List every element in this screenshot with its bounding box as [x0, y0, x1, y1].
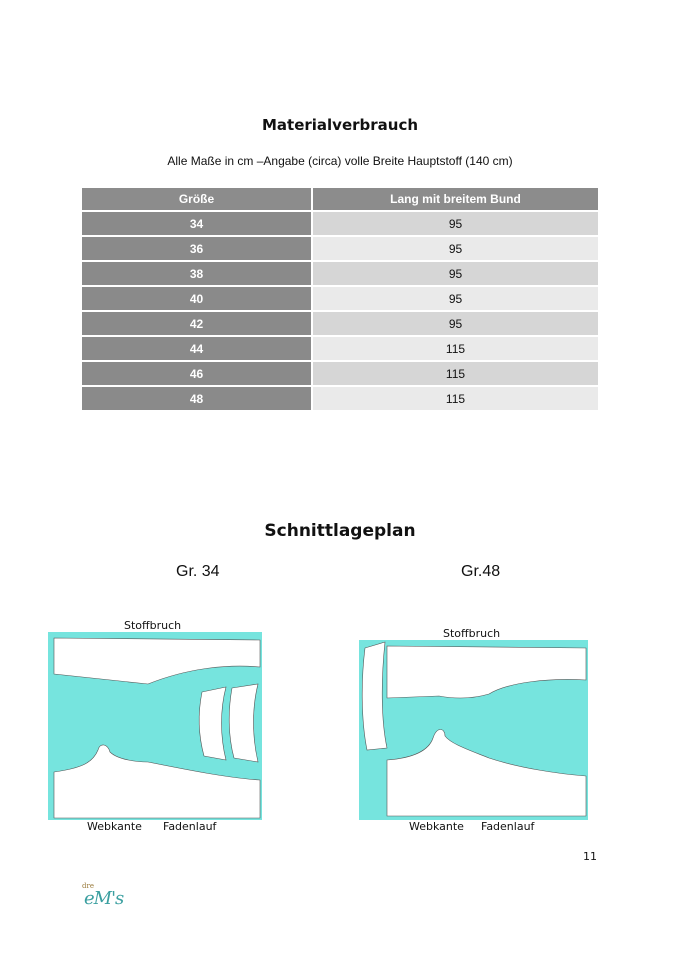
size-cell: 44 — [82, 337, 313, 360]
value-cell: 95 — [313, 312, 598, 335]
size-label-left: Gr. 34 — [176, 563, 220, 580]
value-cell: 115 — [313, 337, 598, 360]
selvage-label-right: Webkante — [409, 820, 464, 833]
grainline-label-right: Fadenlauf — [481, 820, 535, 833]
table-row — [82, 362, 598, 385]
grainline-label-left: Fadenlauf — [163, 820, 217, 833]
logo-small-text: dre — [82, 882, 94, 890]
column-header-length: Lang mit breitem Bund — [313, 188, 598, 210]
cutting-layout-left — [48, 632, 262, 820]
table-row — [82, 387, 598, 410]
cutting-layout-right — [359, 640, 588, 820]
table-row — [82, 237, 598, 260]
value-cell: 95 — [313, 212, 598, 235]
fold-label-left: Stoffbruch — [124, 619, 182, 632]
value-cell: 95 — [313, 262, 598, 285]
material-table — [82, 186, 598, 412]
brand-logo — [82, 880, 130, 910]
value-cell: 115 — [313, 387, 598, 410]
column-header-size: Größe — [82, 188, 313, 210]
size-cell: 34 — [82, 212, 313, 235]
fold-label-right: Stoffbruch — [443, 627, 501, 640]
table-row — [82, 287, 598, 310]
page-number: 11 — [583, 850, 597, 863]
table-row — [82, 212, 598, 235]
material-title: Materialverbrauch — [261, 116, 419, 134]
selvage-label-left: Webkante — [87, 820, 142, 833]
size-cell: 40 — [82, 287, 313, 310]
value-cell: 95 — [313, 287, 598, 310]
size-cell: 46 — [82, 362, 313, 385]
size-cell: 48 — [82, 387, 313, 410]
logo-main-text: eM's — [84, 888, 124, 909]
table-row — [82, 312, 598, 335]
value-cell: 95 — [313, 237, 598, 260]
table-row — [82, 262, 598, 285]
size-label-right: Gr.48 — [461, 563, 501, 580]
material-subtitle: Alle Maße in cm –Angabe (circa) volle Breite Hauptstoff (140 cm) — [167, 154, 513, 168]
value-cell: 115 — [313, 362, 598, 385]
size-cell: 42 — [82, 312, 313, 335]
size-cell: 38 — [82, 262, 313, 285]
cutting-plan-title: Schnittlageplan — [264, 521, 416, 541]
table-header-row — [82, 188, 598, 210]
size-cell: 36 — [82, 237, 313, 260]
table-row — [82, 337, 598, 360]
